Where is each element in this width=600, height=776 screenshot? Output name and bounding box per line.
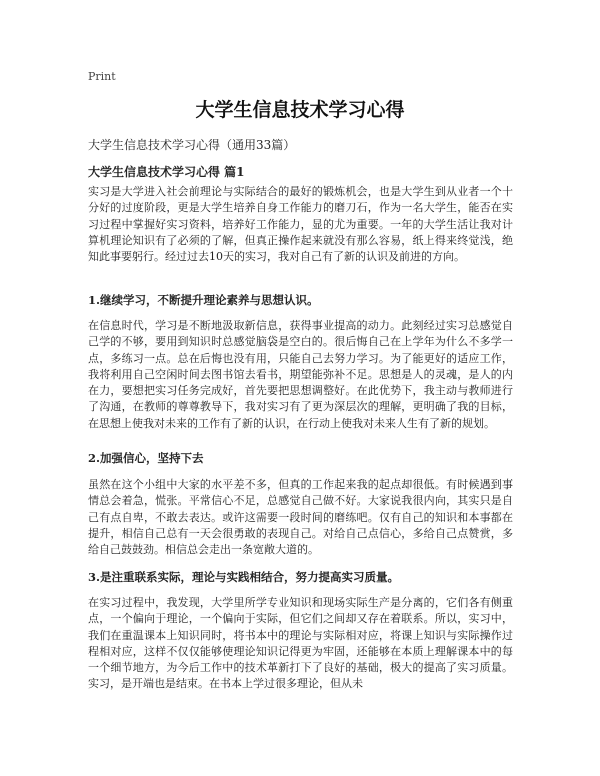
paragraph-2: 虽然在这个小组中大家的水平差不多，但真的工作起来我的起点却很低。有时候遇到事情总会着急，慌张。平常信心不足，总感觉自己做不好。大家说我很内向，其实只是自己有点自卑，不敢去表达。或许这需要一段时间的磨练吧。仅有自己的知识和本事都在提升，相信自己总有一天会很勇敢的表现自己。对给自己点信心，多给自己点赞赏，多给自己鼓鼓劲。相信总会走出一条宽敞大道的。 bbox=[88, 478, 513, 557]
heading-3: 3.是注重联系实际，理论与实践相结合，努力提高实习质量。 bbox=[88, 570, 400, 584]
paragraph-3: 在实习过程中，我发现，大学里所学专业知识和现场实际生产是分离的，它们各有侧重点，一个偏向于理论，一个偏向于实际，但它们之间却又存在着联系。所以，实习中，我们在重温课本上知识同时，将书本中的理论与实际相对应，将课上知识与实际操作过程相对应，这样不仅仅能够使理论知识记得更为牢固，还能够在本质上理解课本中的每一个细节地方，为今后工作中的技术革新打下了良好的基础，极大的提高了实习质量。实习，是开端也是结束。在书本上学过很多理论，但从未 bbox=[88, 596, 513, 691]
page-title: 大学生信息技术学习心得 bbox=[195, 99, 405, 121]
section-title: 大学生信息技术学习心得 篇1 bbox=[88, 165, 245, 179]
document-subtitle: 大学生信息技术学习心得（通用33篇） bbox=[88, 138, 296, 152]
heading-2: 2.加强信心，坚持下去 bbox=[88, 451, 204, 465]
paragraph-intro: 实习是大学进入社会前理论与实际结合的最好的锻炼机会，也是大学生到从业者一个十分好的过度阶段，更是大学生培养自身工作能力的磨刀石，作为一名大学生，能否在实习过程中掌握好实习资料，培养好工作能力，显的尤为重要。一年的大学生活让我对计算机理论知识有了必须的了解，但真正操作起来就没有那么容易，纸上得来终觉浅，绝知此事要躬行。经过过去10天的实习，我对自己有了新的认识及前进的方向。 bbox=[88, 185, 513, 264]
paragraph-1: 在信息时代，学习是不断地汲取新信息，获得事业提高的动力。此刻经过实习总感觉自己学的不够，要用到知识时总感觉脑袋是空白的。很后悔自己在上学年为什么不多学一点，多练习一点。总在后悔也没有用，只能自己去努力学习。为了能更好的适应工作，我将利用自己空闲时间去图书馆去看书，期望能弥补不足。思想是人的灵魂，是人的内在力，要想把实习任务完成好，首先要把思想调整好。在此优势下，我主动与教师进行了沟通，在教师的尊尊教导下，我对实习有了更为深层次的理解，更明确了我的目标，在思想上使我对未来的工作有了新的认识，在行动上使我对未来人生有了新的规划。 bbox=[88, 319, 513, 430]
heading-1: 1.继续学习，不断提升理论素养与思想认识。 bbox=[88, 293, 319, 307]
print-link[interactable]: Print bbox=[88, 70, 116, 83]
